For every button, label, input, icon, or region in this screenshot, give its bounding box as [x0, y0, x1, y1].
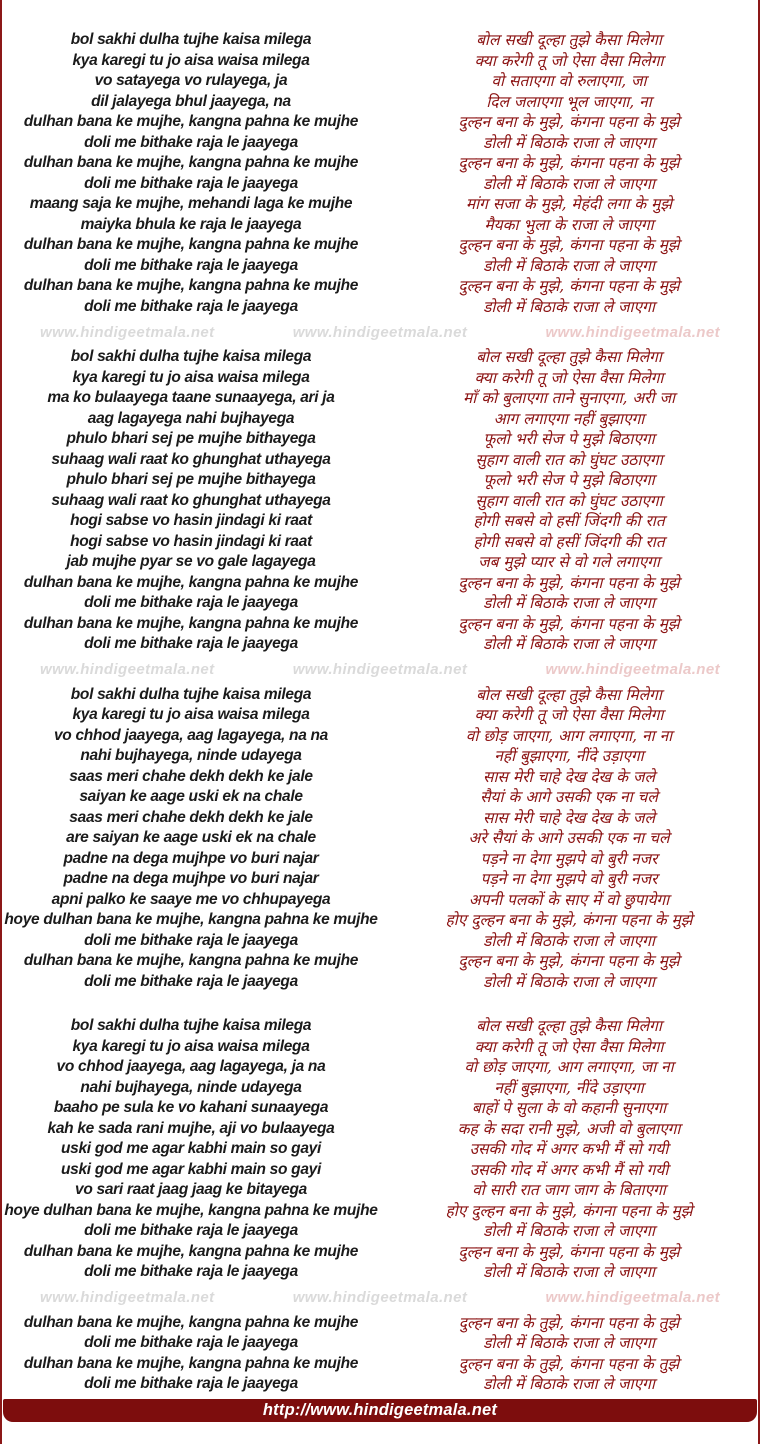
watermark-text: www.hindigeetmala.net: [40, 661, 215, 678]
lyric-line-hindi: डोली में बिठाके राजा ले जाएगा: [483, 931, 655, 950]
watermark-row: [2, 661, 758, 679]
stanza-5: [2, 1313, 758, 1395]
lyric-line-hindi: क्या करेगी तू जो ऐसा वैसा मिलेगा: [474, 368, 664, 387]
lyric-line-hindi: दुल्हन बना के मुझे, कंगना पहना के मुझे: [458, 236, 680, 254]
lyric-line-hindi: सास मेरी चाहे देख देख के जले: [483, 767, 655, 786]
lyric-line-hindi: सुहाग वाली रात को घुंघट उठाएगा: [475, 491, 663, 510]
latin-column-stanza-1: [2, 30, 380, 317]
lyric-line-hindi: क्या करेगी तू जो ऐसा वैसा मिलेगा: [474, 1037, 664, 1056]
lyric-line-latin: bol sakhi dulha tujhe kaisa milega: [70, 31, 312, 48]
lyric-line-latin: doli me bithake raja le jaayega: [84, 174, 298, 192]
lyric-line-hindi: मांग सजा के मुझे, मेहंदी लगा के मुझे: [465, 195, 673, 213]
watermark-text: www.hindigeetmala.net: [545, 1289, 720, 1306]
stanza-2: [2, 347, 758, 655]
lyric-line-latin: saas meri chahe dekh dekh ke jale: [69, 808, 313, 826]
lyric-line-hindi: फूलो भरी सेज पे मुझे बिठाएगा: [483, 471, 655, 489]
lyric-line-latin: hogi sabse vo hasin jindagi ki raat: [70, 512, 312, 529]
lyric-line-latin: are saiyan ke aage uski ek na chale: [66, 829, 316, 846]
lyric-line-latin: doli me bithake raja le jaayega: [84, 594, 298, 611]
latin-column-stanza-2: [2, 347, 380, 655]
lyric-line-latin: doli me bithake raja le jaayega: [84, 931, 298, 949]
lyric-line-hindi: वो छोड़ जाएगा, आग लगाएगा, जा ना: [464, 1058, 674, 1076]
lyric-line-latin: hoye dulhan bana ke mujhe, kangna pahna ke mujhe: [4, 911, 378, 928]
lyric-line-latin: doli me bithake raja le jaayega: [84, 256, 298, 274]
watermark-text: www.hindigeetmala.net: [545, 323, 720, 341]
lyric-line-latin: doli me bithake raja le jaayega: [84, 133, 298, 151]
lyric-line-latin: dulhan bana ke mujhe, kangna pahna ke mujhe: [23, 1313, 359, 1331]
lyric-line-latin: apni palko ke saaye me vo chhupayega: [51, 890, 331, 908]
lyric-line-latin: dulhan bana ke mujhe, kangna pahna ke mujhe: [23, 1242, 359, 1260]
lyric-line-latin: maang saja ke mujhe, mehandi laga ke mujhe: [29, 195, 353, 212]
lyric-line-latin: kah ke sada rani mujhe, aji vo bulaayega: [47, 1119, 335, 1137]
lyric-line-latin: dulhan bana ke mujhe, kangna pahna ke mujhe: [23, 277, 359, 294]
lyric-line-latin: doli me bithake raja le jaayega: [84, 1222, 298, 1239]
lyric-line-latin: doli me bithake raja le jaayega: [84, 635, 298, 652]
lyric-line-latin: dulhan bana ke mujhe, kangna pahna ke mujhe: [23, 573, 359, 591]
lyric-line-hindi: होगी सबसे वो हसीं जिंदगी की रात: [473, 512, 665, 530]
lyric-line-hindi: बोल सखी दूल्हा तुझे कैसा मिलेगा: [476, 1017, 662, 1035]
lyric-line-latin: hogi sabse vo hasin jindagi ki raat: [70, 532, 312, 550]
lyric-line-hindi: दुल्हन बना के मुझे, कंगना पहना के मुझे: [458, 277, 680, 295]
stanza-1: [2, 30, 758, 317]
lyric-line-latin: vo satayega vo rulayega, ja: [94, 72, 288, 89]
lyric-line-hindi: होए दुल्हन बना के मुझे, कंगना पहना के मुझे: [445, 1201, 693, 1220]
lyric-line-hindi: वो सारी रात जाग जाग के बिताएगा: [472, 1181, 666, 1199]
footer-site-url[interactable]: http://www.hindigeetmala.net: [262, 1400, 498, 1419]
watermark-text: www.hindigeetmala.net: [40, 323, 215, 341]
lyric-line-latin: saiyan ke aage uski ek na chale: [79, 788, 303, 805]
lyric-line-latin: dil jalayega bhul jaayega, na: [91, 92, 291, 110]
lyric-line-hindi: दुल्हन बना के मुझे, कंगना पहना के मुझे: [458, 1242, 680, 1261]
lyric-line-hindi: पड़ने ना देगा मुझपे वो बुरी नजर: [480, 870, 658, 888]
lyric-line-latin: padne na dega mujhpe vo buri najar: [63, 870, 319, 887]
watermark-text: www.hindigeetmala.net: [292, 323, 468, 341]
stanza-4: [2, 1016, 758, 1283]
lyric-line-hindi: क्या करेगी तू जो ऐसा वैसा मिलेगा: [474, 706, 664, 724]
lyric-line-latin: maiyka bhula ke raja le jaayega: [80, 215, 302, 233]
lyric-line-hindi: डोली में बिठाके राजा ले जाएगा: [483, 1263, 655, 1281]
lyric-line-latin: dulhan bana ke mujhe, kangna pahna ke mujhe: [23, 236, 359, 253]
lyric-line-latin: nahi bujhayega, ninde udayega: [80, 747, 302, 764]
hindi-column-stanza-2: [380, 347, 758, 655]
lyric-line-latin: nahi bujhayega, ninde udayega: [80, 1078, 302, 1096]
lyric-line-hindi: डोली में बिठाके राजा ले जाएगा: [483, 1222, 655, 1240]
lyric-line-hindi: उसकी गोद में अगर कभी मैं सो गयी: [469, 1140, 669, 1158]
lyric-line-hindi: दुल्हन बना के मुझे, कंगना पहना के मुझे: [458, 614, 680, 633]
lyric-line-hindi: सुहाग वाली रात को घुंघट उठाएगा: [475, 450, 663, 469]
lyric-line-latin: doli me bithake raja le jaayega: [84, 297, 298, 315]
lyric-line-latin: kya karegi tu jo aisa waisa milega: [72, 368, 310, 386]
lyric-line-latin: hoye dulhan bana ke mujhe, kangna pahna ke mujhe: [4, 1201, 378, 1219]
lyric-line-latin: jab mujhe pyar se vo gale lagayega: [66, 553, 316, 570]
lyric-line-hindi: नहीं बुझाएगा, नींदे उड़ाएगा: [494, 1078, 644, 1097]
lyric-line-hindi: जब मुझे प्यार से वो गले लगाएगा: [478, 553, 660, 571]
lyric-line-hindi: फूलो भरी सेज पे मुझे बिठाएगा: [483, 430, 655, 448]
lyric-line-latin: doli me bithake raja le jaayega: [84, 972, 298, 990]
lyric-line-latin: dulhan bana ke mujhe, kangna pahna ke mujhe: [23, 154, 359, 171]
lyric-line-hindi: दुल्हन बना के तुझे, कंगना पहना के तुझे: [458, 1354, 680, 1373]
lyric-line-hindi: माँ को बुलाएगा ताने सुनाएगा, अरी जा: [463, 389, 675, 407]
lyric-line-latin: dulhan bana ke mujhe, kangna pahna ke mujhe: [23, 113, 359, 130]
lyric-line-hindi: पड़ने ना देगा मुझपे वो बुरी नजर: [480, 849, 658, 868]
latin-column-stanza-4: [2, 1016, 380, 1283]
watermark-text: www.hindigeetmala.net: [292, 1289, 468, 1306]
lyric-line-hindi: वो सताएगा वो रुलाएगा, जा: [491, 72, 647, 90]
lyric-line-hindi: क्या करेगी तू जो ऐसा वैसा मिलेगा: [474, 51, 664, 70]
lyric-line-hindi: कह के सदा रानी मुझे, अजी वो बुलाएगा: [457, 1119, 681, 1138]
lyric-line-hindi: डोली में बिठाके राजा ले जाएगा: [483, 594, 655, 612]
lyric-line-latin: bol sakhi dulha tujhe kaisa milega: [70, 1017, 312, 1034]
lyric-line-latin: ma ko bulaayega taane sunaayega, ari ja: [47, 389, 335, 406]
lyric-line-hindi: दुल्हन बना के तुझे, कंगना पहना के तुझे: [458, 1313, 680, 1332]
hindi-column-stanza-4: [380, 1016, 758, 1283]
lyric-line-hindi: होए दुल्हन बना के मुझे, कंगना पहना के मुझे: [445, 911, 693, 929]
watermark-text: www.hindigeetmala.net: [545, 661, 720, 678]
lyric-line-hindi: बाहों पे सुला के वो कहानी सुनाएगा: [471, 1099, 667, 1117]
lyric-line-hindi: बोल सखी दूल्हा तुझे कैसा मिलेगा: [476, 31, 662, 49]
watermark-row: [2, 323, 758, 341]
lyric-line-hindi: उसकी गोद में अगर कभी मैं सो गयी: [469, 1160, 669, 1179]
lyric-line-latin: vo chhod jaayega, aag lagayega, na na: [53, 726, 329, 744]
lyrics-columns: [2, 0, 758, 1395]
lyric-line-latin: dulhan bana ke mujhe, kangna pahna ke mujhe: [23, 952, 359, 969]
lyric-line-hindi: डोली में बिठाके राजा ले जाएगा: [483, 174, 655, 193]
lyric-line-hindi: दिल जलाएगा भूल जाएगा, ना: [486, 92, 652, 111]
lyric-line-hindi: डोली में बिठाके राजा ले जाएगा: [483, 133, 655, 152]
lyric-line-hindi: सास मेरी चाहे देख देख के जले: [483, 808, 655, 827]
lyric-line-latin: dulhan bana ke mujhe, kangna pahna ke mujhe: [23, 614, 359, 632]
footer-bar: [3, 1399, 757, 1422]
lyric-line-hindi: बोल सखी दूल्हा तुझे कैसा मिलेगा: [476, 685, 662, 704]
lyric-line-latin: padne na dega mujhpe vo buri najar: [63, 849, 319, 867]
lyric-line-hindi: डोली में बिठाके राजा ले जाएगा: [483, 972, 655, 991]
lyric-line-latin: doli me bithake raja le jaayega: [84, 1263, 298, 1280]
lyric-line-hindi: अरे सैयां के आगे उसकी एक ना चले: [468, 829, 670, 847]
lyric-line-latin: aag lagayega nahi bujhayega: [87, 409, 295, 427]
lyric-line-latin: saas meri chahe dekh dekh ke jale: [69, 767, 313, 785]
lyric-line-latin: vo sari raat jaag jaag ke bitayega: [75, 1181, 307, 1198]
lyric-line-hindi: मैयका भुला के राजा ले जाएगा: [484, 215, 654, 234]
lyric-line-hindi: वो छोड़ जाएगा, आग लगाएगा, ना ना: [465, 726, 673, 745]
lyric-line-latin: kya karegi tu jo aisa waisa milega: [72, 1037, 310, 1055]
lyric-line-latin: kya karegi tu jo aisa waisa milega: [72, 51, 310, 69]
lyric-line-hindi: डोली में बिठाके राजा ले जाएगा: [483, 297, 655, 316]
lyric-line-hindi: नहीं बुझाएगा, नींदे उड़ाएगा: [494, 747, 644, 765]
lyric-line-hindi: डोली में बिठाके राजा ले जाएगा: [483, 635, 655, 653]
lyric-line-hindi: दुल्हन बना के मुझे, कंगना पहना के मुझे: [458, 573, 680, 592]
latin-column-stanza-5: [2, 1313, 380, 1395]
hindi-column-stanza-5: [380, 1313, 758, 1395]
lyric-line-latin: suhaag wali raat ko ghunghat uthayega: [51, 450, 331, 468]
hindi-column-stanza-1: [380, 30, 758, 317]
lyric-line-latin: uski god me agar kabhi main so gayi: [61, 1160, 321, 1178]
lyric-line-latin: dulhan bana ke mujhe, kangna pahna ke mujhe: [23, 1354, 359, 1372]
lyric-line-latin: bol sakhi dulha tujhe kaisa milega: [70, 685, 312, 703]
lyric-line-hindi: दुल्हन बना के मुझे, कंगना पहना के मुझे: [458, 952, 680, 970]
lyric-line-hindi: डोली में बिठाके राजा ले जाएगा: [483, 1334, 655, 1352]
hindi-column-stanza-3: [380, 685, 758, 993]
lyric-line-hindi: बोल सखी दूल्हा तुझे कैसा मिलेगा: [476, 348, 662, 366]
lyric-line-hindi: सैयां के आगे उसकी एक ना चले: [480, 788, 658, 806]
watermark-text: www.hindigeetmala.net: [40, 1289, 215, 1306]
lyric-line-latin: phulo bhari sej pe mujhe bithayega: [66, 430, 316, 447]
lyric-line-latin: suhaag wali raat ko ghunghat uthayega: [51, 491, 331, 509]
lyric-line-hindi: दुल्हन बना के मुझे, कंगना पहना के मुझे: [458, 113, 680, 131]
lyric-line-latin: baaho pe sula ke vo kahani sunaayega: [53, 1099, 329, 1116]
lyric-line-hindi: डोली में बिठाके राजा ले जाएगा: [483, 256, 655, 275]
lyric-line-hindi: अपनी पलकों के साए में वो छुपायेगा: [468, 890, 670, 909]
watermark-text: www.hindigeetmala.net: [292, 661, 468, 678]
lyric-line-latin: bol sakhi dulha tujhe kaisa milega: [70, 348, 312, 365]
stanza-3: [2, 685, 758, 993]
lyric-line-hindi: होगी सबसे वो हसीं जिंदगी की रात: [473, 532, 665, 551]
lyric-line-latin: uski god me agar kabhi main so gayi: [61, 1140, 321, 1157]
lyric-line-latin: doli me bithake raja le jaayega: [84, 1334, 298, 1351]
watermark-row: [2, 1289, 758, 1307]
lyric-line-hindi: आग लगाएगा नहीं बुझाएगा: [493, 409, 645, 428]
lyric-line-latin: doli me bithake raja le jaayega: [84, 1375, 298, 1392]
lyric-line-hindi: डोली में बिठाके राजा ले जाएगा: [483, 1375, 655, 1393]
lyric-line-latin: kya karegi tu jo aisa waisa milega: [72, 706, 310, 723]
latin-column-stanza-3: [2, 685, 380, 993]
lyric-line-hindi: दुल्हन बना के मुझे, कंगना पहना के मुझे: [458, 154, 680, 172]
lyric-line-latin: phulo bhari sej pe mujhe bithayega: [66, 471, 316, 488]
lyric-line-latin: vo chhod jaayega, aag lagayega, ja na: [56, 1058, 326, 1075]
